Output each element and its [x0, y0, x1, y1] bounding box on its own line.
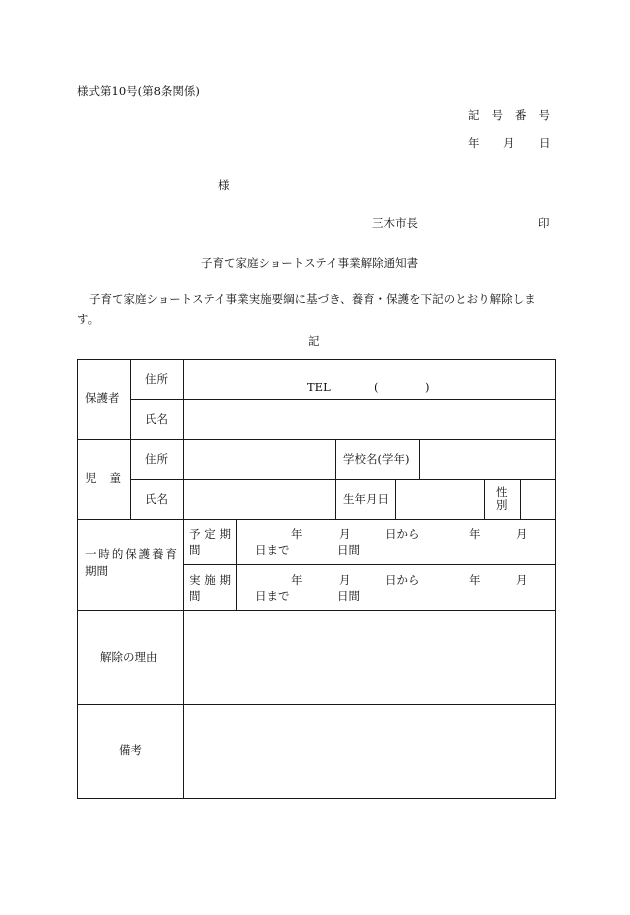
table-border-top [77, 359, 556, 360]
period-label-char: 的 [111, 547, 124, 561]
table-rule [183, 564, 556, 565]
planned-to-year: 年 [469, 527, 481, 541]
table-border-left [77, 359, 78, 799]
table-rule [130, 359, 131, 519]
child-birthdate-label: 生年月日 [343, 492, 389, 506]
planned-from-year: 年 [291, 527, 303, 541]
period-label-char: 護 [138, 547, 151, 561]
period-label-char: 保 [125, 547, 137, 561]
planned-label-char: 期 [219, 527, 231, 541]
planned-days: 日間 [337, 543, 360, 557]
planned-to-month: 月 [516, 527, 528, 541]
planned-label-line-2: 間 [189, 543, 201, 557]
table-rule [419, 439, 420, 479]
record-number-char: 記 [468, 108, 480, 122]
actual-from-month: 月 [339, 573, 351, 587]
child-label-char: 児 [85, 471, 97, 485]
guardian-tel-label: TEL [307, 380, 331, 394]
date-day: 日 [539, 136, 551, 150]
child-address-label: 住所 [145, 452, 168, 466]
table-rule [130, 399, 556, 400]
table-rule [236, 519, 237, 610]
table-rule [77, 610, 556, 611]
seal: 印 [538, 216, 550, 230]
period-label-char: 一 [85, 547, 97, 561]
child-school-label: 学校名(学年) [343, 452, 410, 466]
guardian-name-label: 氏名 [145, 412, 168, 426]
child-label-char: 童 [109, 471, 121, 485]
guardian-tel-paren-close: ) [425, 380, 430, 394]
actual-label-line-1 [189, 575, 231, 587]
ki-heading: 記 [308, 334, 320, 348]
document-title: 子育て家庭ショートステイ事業解除通知書 [201, 256, 419, 270]
actual-label-char: 実 [189, 573, 201, 587]
record-number-char: 番 [515, 108, 527, 122]
actual-label-char: 期 [219, 573, 231, 587]
period-label-char: 育 [165, 547, 177, 561]
period-label-line-1 [85, 549, 177, 561]
body-line-1: 子育て家庭ショートステイ事業実施要綱に基づき、養育・保護を下記のとおり解除しま [89, 292, 536, 306]
period-label-char: 養 [152, 547, 164, 561]
record-number-line [468, 110, 550, 122]
actual-to-month: 月 [516, 573, 528, 587]
table-rule [77, 519, 556, 520]
actual-from-day: 日から [385, 573, 420, 587]
table-rule [77, 704, 556, 705]
issuer: 三木市長 [372, 216, 418, 230]
planned-from-day: 日から [385, 527, 420, 541]
actual-label-line-2: 間 [189, 589, 201, 603]
table-border-bottom [77, 798, 556, 799]
remarks-label: 備考 [119, 743, 142, 757]
table-rule [520, 479, 521, 519]
guardian-tel-paren-open: ( [374, 380, 379, 394]
guardian-address-label: 住所 [145, 372, 168, 386]
date-year: 年 [468, 136, 480, 150]
actual-to-day: 日まで [255, 589, 290, 603]
table-border-right [555, 359, 556, 799]
table-rule [484, 479, 485, 519]
planned-from-month: 月 [339, 527, 351, 541]
child-name-label: 氏名 [145, 492, 168, 506]
period-label-line-2: 期間 [85, 564, 108, 578]
table-rule [130, 479, 556, 480]
actual-to-year: 年 [469, 573, 481, 587]
guardian-label: 保護者 [85, 391, 120, 405]
recipient-suffix: 様 [218, 178, 230, 192]
actual-days: 日間 [337, 589, 360, 603]
table-rule [395, 479, 396, 519]
actual-from-year: 年 [291, 573, 303, 587]
table-rule [77, 439, 556, 440]
date-month: 月 [503, 136, 515, 150]
actual-label-char: 施 [204, 573, 216, 587]
form-number: 様式第10号(第8条関係) [77, 84, 200, 98]
period-label-char: 時 [98, 547, 110, 561]
record-number-char: 号 [538, 108, 550, 122]
planned-label-char: 定 [204, 527, 216, 541]
body-line-2: す。 [77, 312, 100, 326]
planned-label-line-1 [189, 529, 231, 541]
table-rule [335, 439, 336, 519]
reason-label: 解除の理由 [100, 650, 158, 664]
child-label [85, 473, 121, 485]
form-table [77, 359, 556, 799]
table-rule [183, 359, 184, 799]
child-gender-label-2: 別 [496, 498, 508, 512]
planned-to-day: 日まで [255, 543, 290, 557]
record-number-char: 号 [491, 108, 503, 122]
child-gender-label-1: 性 [496, 485, 508, 499]
planned-label-char: 予 [189, 527, 201, 541]
